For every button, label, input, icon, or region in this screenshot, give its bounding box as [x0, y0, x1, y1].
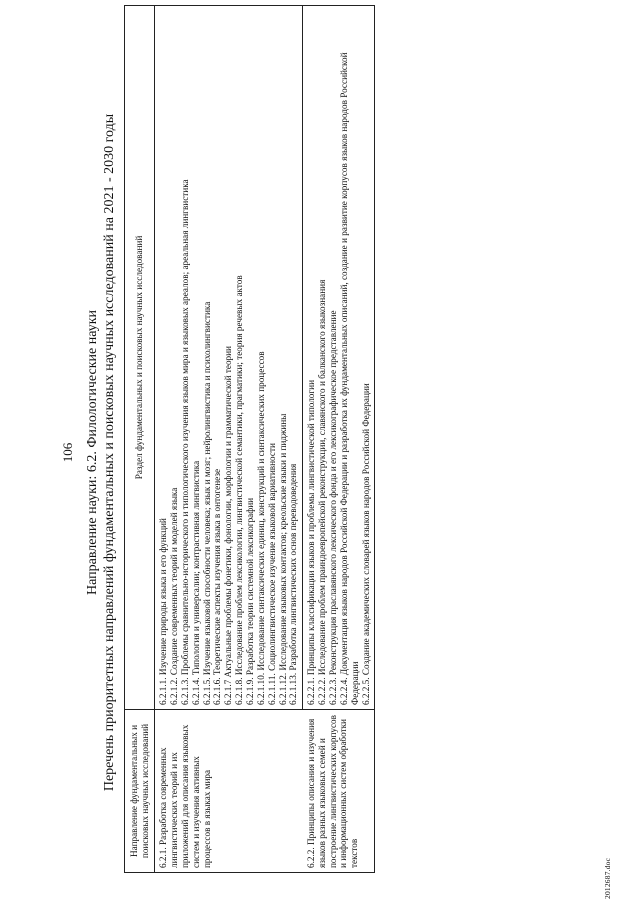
col1-header: Направление фундаментальных и поисковых научных исследований [125, 710, 155, 873]
direction-cell: 6.2.2. Принципы описания и изучения языков разных языковых семей и построение лингвистических корпусов и информационных систем обработки текстов [303, 710, 375, 873]
table-row [155, 6, 169, 873]
section-cell: 6.2.1.11. Социолингвистическое изучение языковой вариативности [266, 443, 277, 705]
section-cell: 6.2.2.3. Реконструкция праславянского лексического фонда и его лексикографическое представление [328, 310, 339, 705]
list-heading: Перечень приоритетных направлений фундаментальных и поисковых научных исследований на 2021 - 2030 годы [102, 113, 117, 792]
direction-cell: 6.2.1. Разработка современных лингвистических теорий и их приложений для описания языковых систем и изучения активных процессов в языках мира [155, 710, 303, 873]
section-cell: 6.2.1.7 Актуальные проблемы фонетики, фонологии, морфологии и грамматической теории [223, 346, 234, 705]
section-cell: 6.2.1.13. Разработка лингвистических основ переводоведения [288, 6, 302, 710]
section-cell: 6.2.1.10. Исследование синтаксических единиц, конструкций и синтаксических процессов [255, 351, 266, 705]
section-cell: 6.2.2.4. Документация языков народов Российской Федерации и разработка их фундаментальных описаний, создание и развитие корпусов языков народов Российской Федерации [338, 52, 360, 705]
section-cell: 6.2.1.5. Изучение языковой способности человека; язык и мозг; нейролингвистика и психолингвистика [201, 301, 212, 705]
section-cell: 6.2.2.2. Исследование проблем праиндоевропейской реконструкции, славянского и балканского языкознания [317, 279, 328, 705]
table-row [303, 6, 317, 873]
section-cell: 6.2.2.1. Принципы классификации языков и проблемы лингвистической типологии [306, 380, 317, 705]
research-table [124, 5, 375, 873]
section-cell: 6.2.1.12. Исследование языковых контактов; креольские языки и пиджины [277, 413, 288, 705]
col2-header: Раздел фундаментальных и поисковых научных исследований [125, 6, 155, 710]
section-cell: 6.2.1.3. Проблемы сравнительно-исторического и типологического изучения языков мира и языковых ареалов; ареальная лингвистика [179, 179, 190, 705]
section-cell: 6.2.1.9. Разработка теории системной лексикографии [245, 497, 256, 705]
section-cell: 6.2.1.6. Теоретические аспекты изучения языка в онтогенезе [212, 468, 223, 705]
section-cell: 6.2.1.2. Создание современных теорий и моделей языка [169, 487, 180, 705]
section-cell: 6.2.1.8. Исследование проблем лексикологии, лингвистической семантики, прагматики; теория речевых актов [234, 275, 245, 705]
document-id: 2012687.doc [603, 857, 612, 899]
section-cell: 6.2.1.1. Изучение природы языка и его функций [158, 518, 169, 705]
section-cell: 6.2.1.4. Типология и универсалии; контрастивная лингвистика [190, 460, 201, 705]
direction-heading: Направление науки: 6.2. Филологические науки [85, 309, 100, 596]
section-cell: 6.2.2.5. Создание академических словарей языков народов Российской Федерации [360, 383, 371, 705]
page-number: 106 [60, 442, 75, 463]
table-header-row [125, 6, 155, 873]
